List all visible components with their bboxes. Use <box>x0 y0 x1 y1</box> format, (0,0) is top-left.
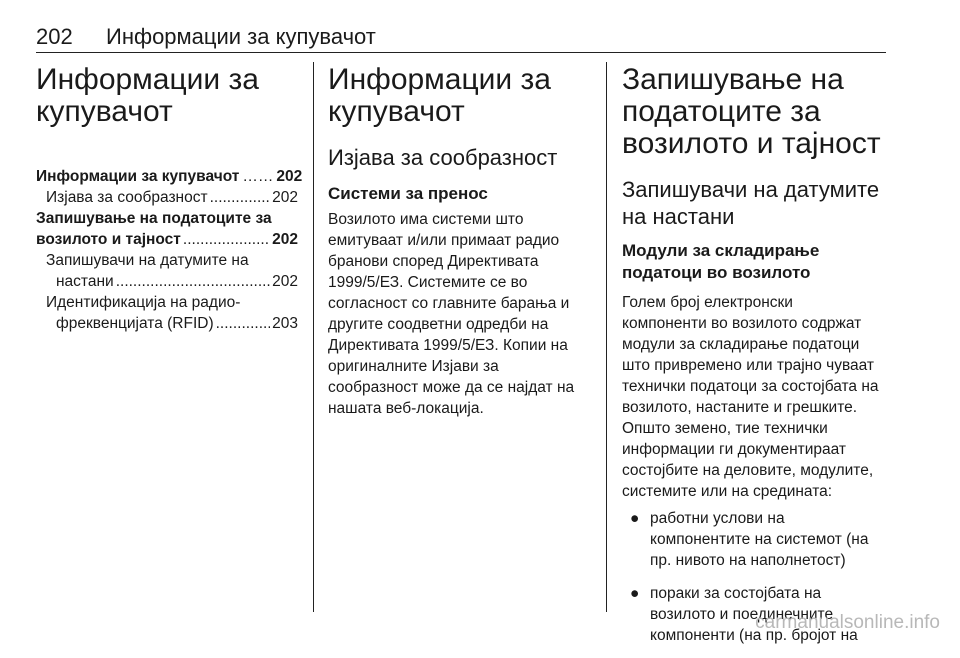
toc-entry[interactable] <box>36 187 298 208</box>
toc-entry-label-line: Запишување на податоците за <box>36 210 272 227</box>
section-heading: Системи за пренос <box>328 184 488 203</box>
toc-entry-page: 202 <box>272 273 298 290</box>
toc-entry-page: 203 <box>272 315 298 332</box>
section-subtitle: Запишувачи на датумите на настани <box>622 177 880 229</box>
toc-entry-dots: …… <box>242 168 274 185</box>
toc-entry[interactable] <box>36 166 303 187</box>
toc-entry[interactable] <box>36 250 298 292</box>
toc-entry-label: настани <box>56 273 114 290</box>
bullet-icon: ● <box>630 585 640 602</box>
section-body: Возилото има системи што емитуваат и/или примаат радио бранови според Директивата 1999/5/ЕЗ. Системите се во согласност со главните барања и другите соодветни одредби на Директивата 1999/5/ЕЗ. Копии на оригиналните Изјави за сообразност може да се најдат на нашата веб-локација. <box>328 211 575 417</box>
toc-entry-label: возилото и тајност <box>36 231 181 248</box>
chapter-title: Информации за купувачот <box>36 63 259 128</box>
list-item: ● пораки за состојбата на возилото и поединечните компоненти (на пр. бројот на <box>630 585 858 644</box>
section-subtitle: Изјава за сообразност <box>328 145 558 170</box>
page-header <box>36 24 886 54</box>
toc-column <box>36 62 303 334</box>
toc-entry-label: фреквенцијата (RFID) <box>56 315 214 332</box>
toc-entry-page: 202 <box>272 189 298 206</box>
table-of-contents <box>36 166 303 334</box>
conformity-column <box>328 62 590 419</box>
toc-entry[interactable] <box>36 208 298 250</box>
section-title: Запишување на податоците за возилото и тајност <box>622 63 881 160</box>
watermark: carmanualsonline.info <box>755 612 940 633</box>
list-item: ● работни услови на компонентите на системот (на пр. нивото на наполнетост) <box>630 510 869 569</box>
section-title: Информации за купувачот <box>328 63 551 128</box>
toc-entry[interactable] <box>36 292 298 334</box>
toc-entry-label-line: Запишувачи на датумите на <box>46 252 249 269</box>
toc-entry-page: 202 <box>276 168 303 185</box>
header-rule <box>36 52 886 53</box>
page-number: 202 <box>36 24 73 49</box>
bullet-icon: ● <box>630 510 640 527</box>
toc-entry-label: Изјава за сообразност <box>46 189 208 206</box>
section-body: Голем број електронски компоненти во возилото содржат модули за складирање податоци што привремено или трајно чуваат технички податоци за состојбата на возилото, настаните и грешките. Општо земено, тие технички информации ги документираат состојбите на деловите, модулите, системите или на средината: <box>622 294 879 500</box>
toc-entry-label: Информации за купувачот <box>36 168 240 185</box>
section-heading: Модули за складирање податоци во возилото <box>622 241 820 282</box>
toc-entry-label-line: Идентификација на радио- <box>46 294 241 311</box>
column-divider <box>313 62 314 612</box>
column-divider <box>606 62 607 612</box>
data-recording-column <box>622 62 892 658</box>
toc-entry-page: 202 <box>272 231 298 248</box>
running-header-title: Информации за купувачот <box>106 24 376 49</box>
